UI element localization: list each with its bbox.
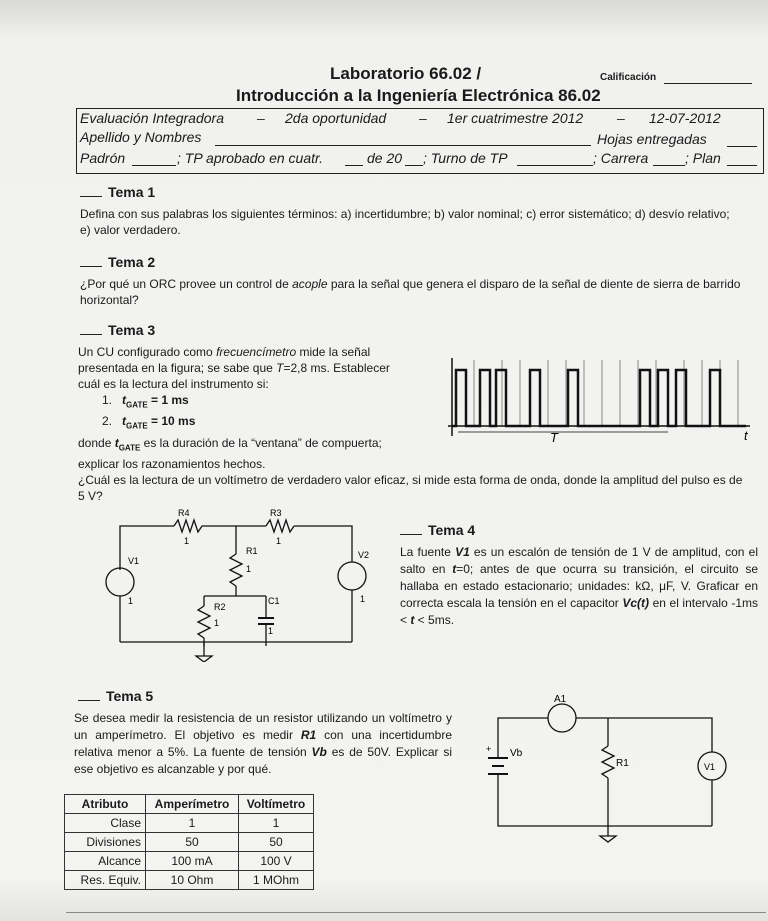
v2-value: 1 bbox=[360, 594, 366, 604]
oportunidad-label: 2da oportunidad bbox=[285, 110, 387, 126]
tema3-l1b: mide la señal bbox=[296, 345, 371, 359]
tema4-title-text: Tema 4 bbox=[428, 522, 476, 538]
tema1-blank bbox=[80, 184, 102, 197]
tema3-question: ¿Cuál es la lectura de un voltímetro de verdadero valor eficaz, si mide esta forma de onda, donde la amplitud del pulso es de 5 V? bbox=[78, 473, 743, 503]
tema4-t0: t bbox=[452, 562, 457, 576]
tema3-l2a: presentada en la figura; se sabe que bbox=[78, 361, 277, 375]
header-voltimetro: Voltímetro bbox=[239, 795, 314, 814]
tema5-p2: con una incertidumbre relativa menor a 5%. La fuente de tensión bbox=[74, 728, 452, 759]
tema2-text bbox=[80, 276, 746, 308]
tema3-l4sub: GATE bbox=[118, 443, 141, 453]
tema5-title bbox=[78, 688, 153, 704]
tema3-line2 bbox=[78, 360, 428, 376]
tema3-item2-sub: GATE bbox=[126, 421, 148, 431]
tema4-title bbox=[400, 522, 475, 538]
r3-resistor bbox=[266, 520, 294, 532]
cell-amperimetro: 100 mA bbox=[146, 852, 239, 871]
cell-voltimetro: 1 MOhm bbox=[239, 871, 314, 890]
header-amperimetro: Amperímetro bbox=[146, 795, 239, 814]
tema3-item2 bbox=[78, 413, 428, 434]
r1-value: 1 bbox=[246, 564, 252, 574]
cell-voltimetro: 50 bbox=[239, 833, 314, 852]
v2-source bbox=[338, 562, 366, 590]
c1-label: C1 bbox=[268, 596, 280, 606]
row-label: Alcance bbox=[65, 852, 146, 871]
table-row bbox=[65, 814, 314, 833]
cuatrimestre-label: 1er cuatrimestre 2012 bbox=[447, 110, 584, 126]
tp-label: ; TP aprobado en cuatr. bbox=[177, 150, 324, 166]
tema3-text bbox=[78, 344, 428, 472]
header-atributo: Atributo bbox=[65, 795, 146, 814]
turno-line bbox=[517, 165, 593, 166]
r4-label: R4 bbox=[178, 508, 190, 518]
v1-label: V1 bbox=[128, 556, 140, 566]
r2-value: 1 bbox=[214, 618, 220, 628]
period-label: T bbox=[550, 430, 558, 445]
table-row bbox=[65, 852, 314, 871]
ground-symbol bbox=[600, 836, 616, 842]
dash-2: – bbox=[419, 110, 427, 126]
cell-amperimetro: 50 bbox=[146, 833, 239, 852]
tema3-l4a: donde bbox=[78, 435, 115, 450]
tema3-l4b: es la duración de la “ventana” de compuerta; bbox=[140, 435, 382, 450]
r3-value: 1 bbox=[276, 536, 282, 546]
r2-resistor bbox=[198, 606, 210, 638]
vb-plus: + bbox=[486, 744, 492, 754]
tema3-title-text: Tema 3 bbox=[108, 322, 156, 338]
r2-label: R2 bbox=[214, 602, 226, 612]
tema3-item2-val: = 10 ms bbox=[147, 414, 196, 429]
de20-line bbox=[405, 165, 423, 166]
row-label: Res. Equiv. bbox=[65, 871, 146, 890]
tema3-l1em: frecuencímetro bbox=[216, 345, 297, 359]
r3-label: R3 bbox=[270, 508, 282, 518]
lab-title: Laboratorio 66.02 / bbox=[330, 64, 482, 83]
tema3-blank bbox=[80, 322, 102, 335]
tema4-vc: Vc(t) bbox=[622, 596, 650, 610]
calificacion-label: Calificación bbox=[600, 72, 657, 83]
tema2-title-text: Tema 2 bbox=[108, 254, 156, 270]
dash-3: – bbox=[617, 110, 625, 126]
ground-symbol bbox=[196, 656, 212, 662]
tema1-title bbox=[80, 184, 155, 200]
evaluacion-label: Evaluación Integradora bbox=[80, 110, 224, 126]
cell-amperimetro: 10 Ohm bbox=[146, 871, 239, 890]
tema5-circuit bbox=[478, 690, 748, 850]
tema3-item2-t: t bbox=[122, 414, 127, 429]
tema4-p3: =0; antes de que ocurra su transición, el circuito se hallaba en estado estacionario; unidades: kΩ, μF, V. Graficar en correcta escala la tensión en el capacitor bbox=[400, 562, 758, 610]
tema2-text-em: acople bbox=[292, 277, 328, 291]
row-label: Clase bbox=[65, 814, 146, 833]
tema5-r1: R1 bbox=[300, 728, 317, 742]
v1-source bbox=[106, 568, 134, 596]
pulse-waveform-figure bbox=[440, 346, 760, 446]
tema5-p3: es de 50V. Explicar si ese objetivo es alcanzable y por qué. bbox=[74, 745, 452, 776]
table-row bbox=[65, 833, 314, 852]
tema4-text bbox=[400, 544, 758, 629]
turno-label: ; Turno de TP bbox=[423, 150, 508, 166]
v1-label: V1 bbox=[704, 762, 716, 772]
carrera-line bbox=[653, 165, 685, 166]
v1-value: 1 bbox=[128, 596, 134, 606]
tema3-l4t: t bbox=[114, 435, 119, 450]
a1-label: A1 bbox=[554, 694, 567, 705]
hojas-line bbox=[727, 146, 757, 147]
table-header-row bbox=[65, 795, 314, 814]
r4-value: 1 bbox=[184, 536, 190, 546]
tema4-t1: t bbox=[410, 613, 415, 627]
tema4-p2: es un escalón de tensión de 1 V de amplitud, con el salto en bbox=[400, 545, 758, 576]
cell-voltimetro: 1 bbox=[239, 814, 314, 833]
tema3-line1 bbox=[78, 344, 428, 360]
tema4-p4: en el intervalo -1ms < bbox=[400, 596, 758, 627]
plan-line bbox=[727, 165, 757, 166]
tema5-title-text: Tema 5 bbox=[106, 688, 154, 704]
tema3-l2em: T bbox=[276, 361, 284, 375]
cell-voltimetro: 100 V bbox=[239, 852, 314, 871]
tema3-line3: cuál es la lectura del instrumento si: bbox=[78, 377, 269, 391]
tema3-item1-t: t bbox=[122, 393, 127, 407]
tema4-v1: V1 bbox=[455, 545, 470, 559]
fecha-label: 12-07-2012 bbox=[649, 110, 721, 126]
tema1-text: Defina con sus palabras los siguientes términos: a) incertidumbre; b) valor nominal; c) error sistemático; d) desvío relativo; e) valor verdadero. bbox=[80, 207, 730, 237]
tema5-blank bbox=[78, 688, 100, 701]
r4-resistor bbox=[174, 520, 202, 532]
tema2-title bbox=[80, 254, 155, 270]
de20-label: de 20 bbox=[367, 150, 403, 166]
tema5-text bbox=[74, 710, 452, 778]
table-row bbox=[65, 871, 314, 890]
padron-label: Padrón bbox=[80, 150, 126, 166]
r1-label: R1 bbox=[246, 546, 258, 556]
tema3-title bbox=[80, 322, 155, 338]
tema3-item2-num: 2. bbox=[102, 414, 113, 429]
instrument-attributes-table bbox=[64, 794, 314, 890]
tema3-l2b: =2,8 ms. Establecer bbox=[283, 361, 390, 375]
cell-amperimetro: 1 bbox=[146, 814, 239, 833]
calificacion-line bbox=[664, 83, 752, 84]
tema3-l1a: Un CU configurado como bbox=[78, 345, 217, 359]
c1-value: 1 bbox=[268, 626, 274, 636]
ammeter-a1 bbox=[548, 704, 576, 732]
padron-line bbox=[132, 165, 176, 166]
student-info-box bbox=[76, 108, 764, 174]
apellido-label: Apellido y Nombres bbox=[80, 129, 202, 145]
tema3-item1 bbox=[78, 392, 428, 413]
dash-1: – bbox=[257, 110, 265, 126]
tema2-blank bbox=[80, 254, 102, 267]
vb-label: Vb bbox=[510, 748, 523, 759]
tp-line bbox=[345, 165, 363, 166]
waveform-gridlines bbox=[474, 360, 738, 426]
tema3-line5: explicar los razonamientos hechos. bbox=[78, 457, 266, 472]
tema1-title-text: Tema 1 bbox=[108, 184, 156, 200]
tema3-item1-num: 1. bbox=[102, 393, 113, 407]
tema3-item1-sub: GATE bbox=[126, 400, 148, 410]
tema3-line4 bbox=[78, 435, 428, 456]
tema2-text-a: ¿Por qué un ORC provee un control de bbox=[80, 277, 293, 291]
r1-resistor bbox=[230, 554, 242, 586]
tema2-text-b: para la señal que genera el disparo de la señal de diente de sierra de barrido horizontal? bbox=[80, 277, 741, 307]
tema5-vb: Vb bbox=[311, 745, 327, 759]
bottom-rule bbox=[66, 912, 766, 913]
row-label: Divisiones bbox=[65, 833, 146, 852]
tema4-blank bbox=[400, 522, 422, 535]
plan-label: ; Plan bbox=[685, 150, 721, 166]
apellido-line bbox=[215, 145, 591, 146]
r1-label: R1 bbox=[616, 758, 629, 769]
course-title: Introducción a la Ingeniería Electrónica 86.02 bbox=[236, 86, 601, 105]
r1-resistor bbox=[602, 746, 614, 778]
time-label: t bbox=[744, 428, 748, 443]
hojas-label: Hojas entregadas bbox=[597, 131, 707, 147]
tema4-circuit bbox=[90, 506, 400, 662]
tema5-p1: Se desea medir la resistencia de un resistor utilizando un voltímetro y un amperímetro. El objetivo es medir bbox=[74, 711, 452, 742]
tema3-item1-val: = 1 ms bbox=[147, 393, 189, 407]
tema4-p1: La fuente bbox=[400, 545, 456, 559]
v2-label: V2 bbox=[358, 550, 370, 560]
tema4-p5: < 5ms. bbox=[414, 613, 455, 627]
carrera-label: ; Carrera bbox=[593, 150, 649, 166]
